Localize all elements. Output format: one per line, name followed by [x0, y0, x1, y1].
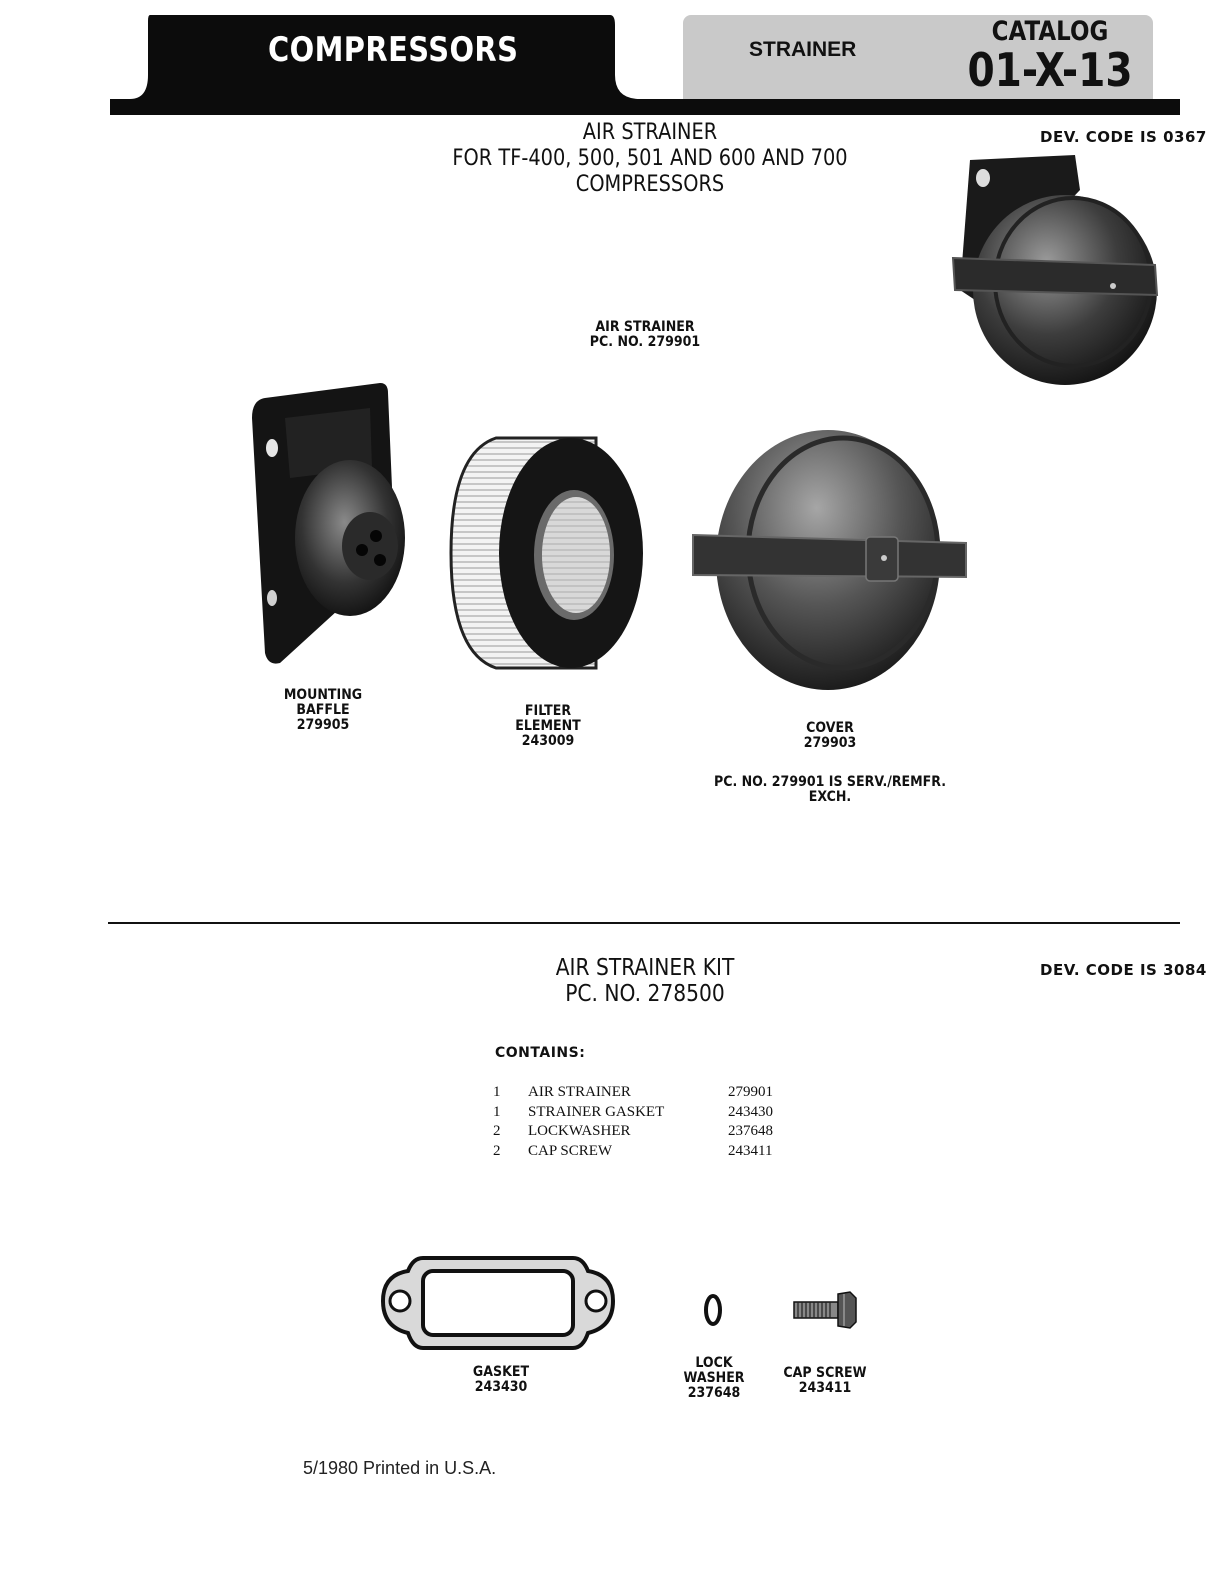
strainer-title: [430, 120, 870, 198]
lock-washer-part-number: 237648: [687, 1385, 741, 1401]
kit-title: [491, 955, 799, 1007]
item-qty: 1: [493, 1103, 501, 1120]
mounting-baffle-label: [274, 688, 373, 733]
assembly-label-line-1: AIR STRAINER: [595, 319, 695, 335]
kit-title-line-1: AIR STRAINER KIT: [555, 955, 735, 981]
mounting-baffle-part-number: 279905: [296, 717, 350, 733]
assembly-label-line-2: PC. NO. 279901: [589, 334, 701, 350]
lock-washer-label-line-2: WASHER: [683, 1370, 745, 1386]
catalog-label: CATALOG: [991, 16, 1109, 47]
item-description: LOCKWASHER: [528, 1123, 631, 1140]
gasket-part-number: 243430: [474, 1379, 528, 1395]
section-divider: [108, 922, 1180, 924]
item-qty: 2: [493, 1123, 501, 1140]
gasket-label: [452, 1365, 551, 1395]
print-footer: 5/1980 Printed in U.S.A.: [303, 1458, 497, 1478]
mounting-baffle-label-line-2: BAFFLE: [296, 702, 350, 718]
item-qty: 1: [493, 1084, 501, 1100]
filter-element-label-line-1: FILTER: [524, 703, 572, 719]
item-part-number: 243411: [728, 1143, 773, 1160]
table-row: [493, 1122, 773, 1142]
catalog-number: 01-X-13: [967, 43, 1133, 97]
cover-image: [688, 425, 978, 695]
kit-contents-table: [493, 1083, 773, 1162]
lock-washer-label-line-1: LOCK: [695, 1355, 733, 1371]
cap-screw-image: [792, 1290, 862, 1330]
cap-screw-part-number: 243411: [798, 1380, 852, 1396]
item-description: STRAINER GASKET: [528, 1103, 665, 1120]
assembled-strainer-image: [945, 150, 1165, 390]
table-row: [493, 1083, 773, 1103]
cap-screw-label-line-1: CAP SCREW: [783, 1365, 867, 1381]
item-description: CAP SCREW: [528, 1143, 613, 1160]
cap-screw-label: [771, 1366, 879, 1396]
filter-element-label-line-2: ELEMENT: [515, 718, 581, 734]
strainer-title-line-1: AIR STRAINER: [582, 120, 718, 145]
assembly-label: [587, 320, 704, 350]
filter-element-image: [446, 433, 646, 673]
section-title: COMPRESSORS: [268, 30, 519, 70]
gasket-label-line-1: GASKET: [472, 1364, 530, 1380]
gasket-image: [378, 1253, 618, 1353]
filter-element-part-number: 243009: [521, 733, 575, 749]
filter-element-label: [499, 704, 598, 749]
table-row: [493, 1142, 773, 1162]
lock-washer-image: [703, 1293, 723, 1327]
mounting-baffle-image: [250, 378, 410, 668]
cover-label-line-1: COVER: [806, 720, 854, 736]
header-bar: [110, 99, 1180, 115]
cover-part-number: 279903: [803, 735, 857, 751]
contains-label: CONTAINS:: [495, 1045, 586, 1061]
mounting-baffle-label-line-1: MOUNTING: [283, 687, 363, 703]
item-description: AIR STRAINER: [528, 1084, 631, 1100]
lock-washer-label: [665, 1356, 764, 1401]
strainer-title-line-2: FOR TF-400, 500, 501 AND 600 AND 700: [452, 146, 848, 171]
subsection-title: STRAINER: [749, 38, 857, 61]
strainer-title-line-3: COMPRESSORS: [575, 172, 725, 197]
cover-label: [781, 721, 880, 751]
table-row: [493, 1103, 773, 1123]
kit-dev-code: DEV. CODE IS 3084: [1040, 961, 1207, 979]
item-part-number: 279901: [728, 1084, 773, 1100]
kit-title-line-2: PC. NO. 278500: [565, 981, 725, 1007]
strainer-dev-code: DEV. CODE IS 0367: [1040, 128, 1207, 146]
item-part-number: 243430: [728, 1103, 773, 1120]
item-qty: 2: [493, 1143, 501, 1160]
exchange-note-text: PC. NO. 279901 IS SERV./REMFR. EXCH.: [713, 774, 947, 805]
item-part-number: 237648: [728, 1123, 773, 1140]
exchange-note: [695, 775, 965, 805]
